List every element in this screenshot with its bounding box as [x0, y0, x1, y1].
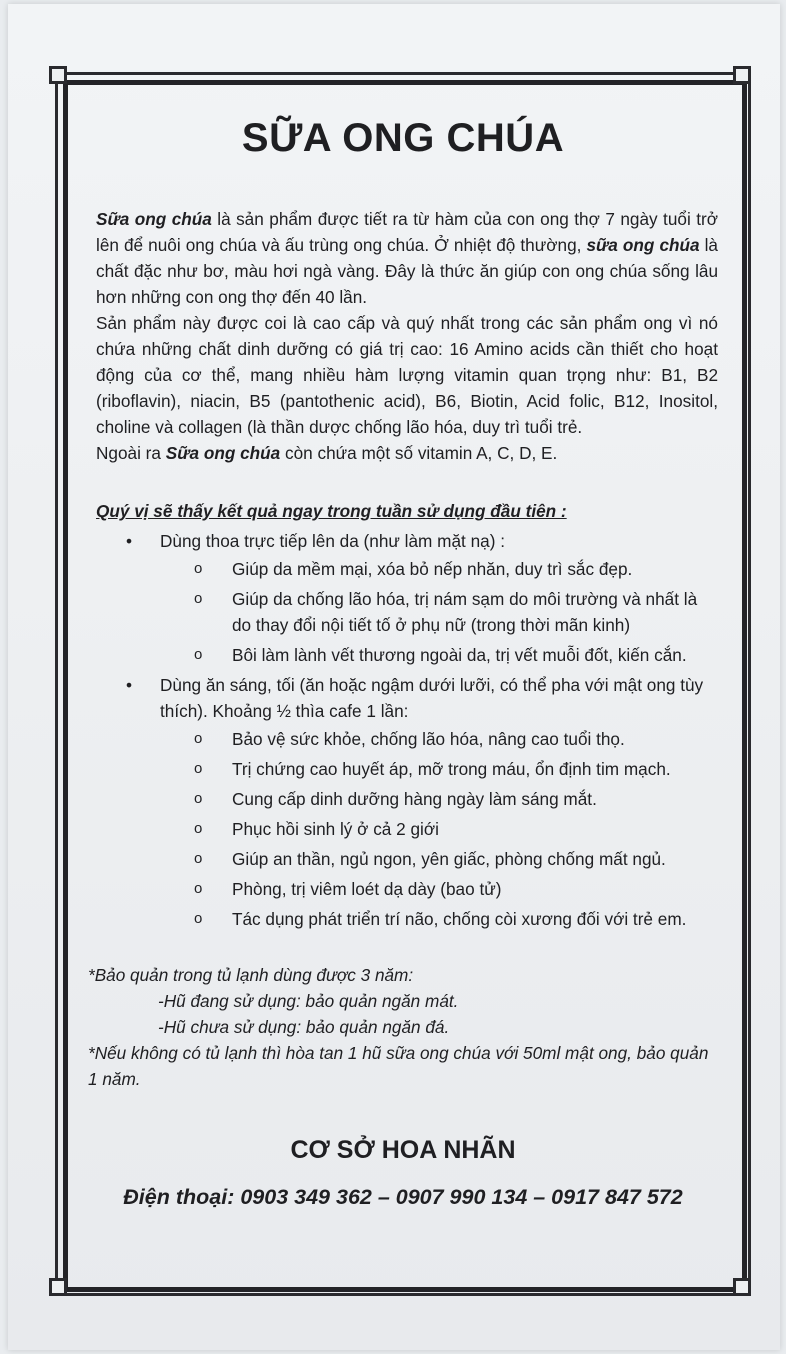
document-content: [88, 110, 718, 1212]
list-item: o Phòng, trị viêm loét dạ dày (bao tử): [194, 876, 718, 902]
list-item: o Trị chứng cao huyết áp, mỡ trong máu, ổn định tim mạch.: [194, 756, 718, 782]
group-label: Dùng thoa trực tiếp lên da (như làm mặt nạ) :: [160, 531, 505, 551]
usage-group-topical: [126, 528, 718, 668]
list-item: o Bảo vệ sức khỏe, chống lão hóa, nâng cao tuổi thọ.: [194, 726, 718, 752]
usage-list: [88, 528, 718, 932]
corner-ornament: [49, 1278, 67, 1296]
list-item: o Giúp da mềm mại, xóa bỏ nếp nhăn, duy trì sắc đẹp.: [194, 556, 718, 582]
list-item: o Phục hồi sinh lý ở cả 2 giới: [194, 816, 718, 842]
benefit-list: [160, 726, 718, 932]
emphasis-text: Sữa ong chúa: [165, 443, 281, 463]
body-text: Ngoài ra: [96, 443, 166, 463]
corner-ornament: [733, 66, 751, 84]
list-item: o Giúp an thần, ngủ ngon, yên giấc, phòng chống mất ngủ.: [194, 846, 718, 872]
body-text: còn chứa một số vitamin A, C, D, E.: [280, 443, 558, 463]
results-heading: Quý vị sẽ thấy kết quả ngay trong tuần sử dụng đầu tiên :: [96, 501, 567, 521]
business-name: CƠ SỞ HOA NHÃN: [290, 1136, 516, 1164]
intro-paragraph-2: Sản phẩm này được coi là cao cấp và quý nhất trong các sản phẩm ong vì nó chứa những chất dinh dưỡng có giá trị cao: 16 Amino acids cần thiết cho hoạt động của cơ thể, mang nhiều hàm lượng vitamin quan trọng như: B1, B2 (riboflavin), niacin, B5 (pantothenic acid), B6, Biotin, Acid folic, B12, Inositol, choline và collagen (là thần dược chống lão hóa, duy trì tuổi trẻ.: [96, 313, 718, 437]
list-item: o Giúp da chống lão hóa, trị nám sạm do môi trường và nhất là do thay đổi nội tiết tố ở phụ nữ (trong thời mãn kinh): [194, 586, 718, 638]
emphasis-text: sữa ong chúa: [586, 235, 700, 255]
storage-line: *Bảo quản trong tủ lạnh dùng được 3 năm:: [88, 965, 414, 985]
storage-notes: [88, 962, 718, 1092]
list-item: o Bôi làm lành vết thương ngoài da, trị vết muỗi đốt, kiến cắn.: [194, 642, 718, 668]
intro-paragraph-1: [96, 206, 718, 310]
intro-section: [96, 206, 718, 466]
body-text: là sản phẩm được tiết ra từ hàm của con ong thợ 7 ngày tuổi trở lên để nuôi ong chúa và ấu trùng ong chúa. Ở nhiệt độ thường,: [96, 209, 718, 255]
usage-group-oral: [126, 672, 718, 932]
corner-ornament: [733, 1278, 751, 1296]
corner-ornament: [49, 66, 67, 84]
storage-line: -Hũ đang sử dụng: bảo quản ngăn mát.: [158, 991, 459, 1011]
emphasis-text: Sữa ong chúa: [96, 209, 212, 229]
phone-numbers: Điện thoại: 0903 349 362 – 0907 990 134 – 0917 847 572: [123, 1185, 683, 1209]
list-item: o Cung cấp dinh dưỡng hàng ngày làm sáng mắt.: [194, 786, 718, 812]
group-label: Dùng ăn sáng, tối (ăn hoặc ngậm dưới lưỡi, có thể pha với mật ong tùy thích). Khoảng ½ thìa cafe 1 lần:: [160, 675, 704, 721]
intro-paragraph-3: [96, 440, 718, 466]
page-title: SỮA ONG CHÚA: [241, 116, 565, 160]
storage-line: *Nếu không có tủ lạnh thì hòa tan 1 hũ sữa ong chúa với 50ml mật ong, bảo quản 1 năm.: [88, 1043, 709, 1089]
benefit-list: [160, 556, 718, 668]
list-item: o Tác dụng phát triển trí não, chống còi xương đối với trẻ em.: [194, 906, 718, 932]
body-text: là chất đặc như bơ, màu hơi ngà vàng. Đây là thức ăn giúp con ong chúa sống lâu hơn những con ong thợ đến 40 lần.: [96, 235, 718, 307]
storage-line: -Hũ chưa sử dụng: bảo quản ngăn đá.: [158, 1017, 450, 1037]
